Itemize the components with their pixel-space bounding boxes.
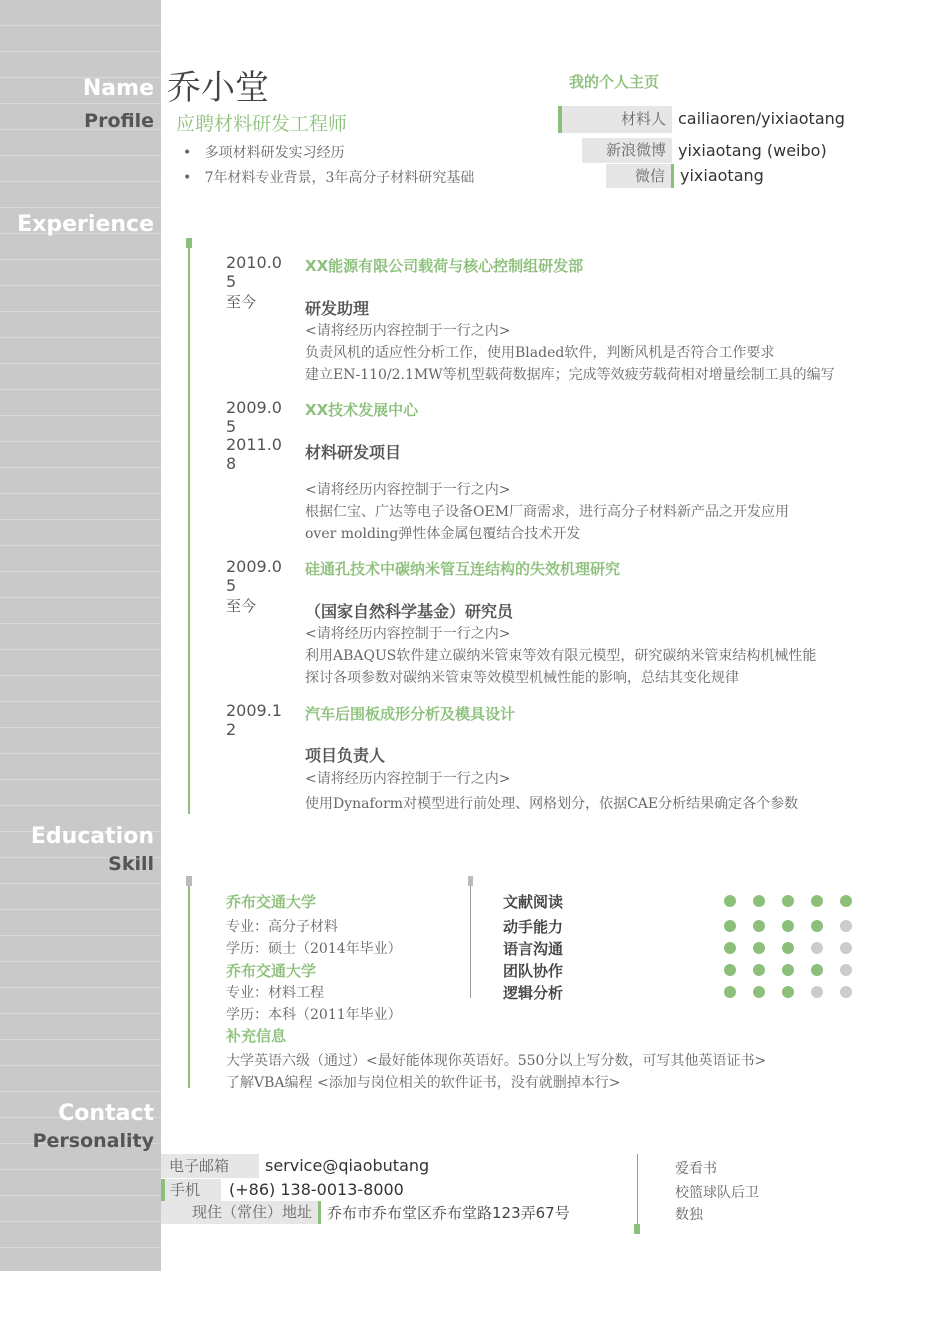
personality-item: 校篮球队后卫 <box>675 1185 759 1201</box>
exp-date-end: 至今 <box>226 293 257 311</box>
skill-rating-dot <box>724 920 736 932</box>
edu-school: 乔布交通大学 <box>226 893 317 911</box>
applied-position: 应聘材料研发工程师 <box>176 113 348 135</box>
exp-line: <请将经历内容控制于一行之内> <box>305 626 511 642</box>
extra-info-line: 了解VBA编程 <添加与岗位相关的软件证书，没有就删掉本行> <box>226 1075 621 1091</box>
timeline-marker <box>634 1224 640 1234</box>
exp-line: 探讨各项参数对碳纳米管束等效模型机械性能的影响，总结其变化规律 <box>305 670 739 686</box>
skill-name: 逻辑分析 <box>503 984 564 1002</box>
link-label-cailiaoren: 材料人 <box>558 106 672 133</box>
skill-rating-dot <box>724 986 736 998</box>
personality-item: 爱看书 <box>675 1161 717 1177</box>
link-label-wechat: 微信 <box>606 164 674 188</box>
timeline-marker <box>186 876 192 886</box>
exp-org: 汽车后围板成形分析及模具设计 <box>305 705 516 723</box>
exp-role: （国家自然科学基金）研究员 <box>305 602 514 621</box>
contact-section-label: Contact <box>58 1101 154 1126</box>
skill-rating-dot <box>840 986 852 998</box>
skill-rating-dot <box>782 964 794 976</box>
exp-org: XX能源有限公司载荷与核心控制组研发部 <box>305 257 584 275</box>
skill-rating-dot <box>724 942 736 954</box>
skill-rating-dot <box>724 895 736 907</box>
skill-rating-dot <box>753 986 765 998</box>
education-timeline <box>188 876 190 1088</box>
link-label-weibo: 新浪微博 <box>582 138 672 163</box>
extra-info-line: 大学英语六级（通过）<最好能体现你英语好。550分以上写分数，可写其他英语证书> <box>226 1053 767 1069</box>
exp-role: 项目负责人 <box>305 746 386 765</box>
experience-timeline <box>188 240 190 814</box>
exp-line: <请将经历内容控制于一行之内> <box>305 771 511 787</box>
skill-name: 语言沟通 <box>503 940 564 958</box>
edu-major: 专业：高分子材料 <box>226 919 338 935</box>
skill-name: 文献阅读 <box>503 893 564 911</box>
skill-rating-dot <box>782 986 794 998</box>
education-section-label: Education <box>30 824 154 849</box>
profile-bullet: • 多项材料研发实习经历 <box>183 145 345 161</box>
skill-divider <box>470 878 471 998</box>
exp-line: over molding弹性体金属包覆结合技术开发 <box>305 526 581 542</box>
exp-date-end: 至今 <box>226 597 257 615</box>
skill-rating-dot <box>753 895 765 907</box>
skill-rating-dot <box>811 895 823 907</box>
edu-degree: 学历：硕士（2014年毕业） <box>226 941 402 957</box>
extra-info-title: 补充信息 <box>226 1027 287 1045</box>
homepage-title: 我的个人主页 <box>569 73 660 91</box>
exp-role: 研发助理 <box>305 299 370 318</box>
skill-rating-dot <box>753 964 765 976</box>
exp-role: 材料研发项目 <box>305 443 402 462</box>
skill-rating-dot <box>840 895 852 907</box>
exp-date: 2009.05 <box>226 557 282 595</box>
name-section-label: Name <box>82 76 154 101</box>
skill-rating-dot <box>811 920 823 932</box>
skill-rating-dot <box>811 942 823 954</box>
edu-school: 乔布交通大学 <box>226 962 317 980</box>
contact-value-address: 乔布市乔布堂区乔布堂路123弄67号 <box>327 1204 570 1222</box>
skill-name: 团队协作 <box>503 962 564 980</box>
contact-label-email: 电子邮箱 <box>161 1154 259 1178</box>
skill-rating-dot <box>782 895 794 907</box>
contact-label-address: 现住（常住）地址 <box>161 1201 321 1224</box>
exp-line: 利用ABAQUS软件建立碳纳米管束等效有限元模型，研究碳纳米管束结构机械性能 <box>305 648 817 664</box>
skill-name: 动手能力 <box>503 918 564 936</box>
skill-rating-dot <box>753 920 765 932</box>
skill-rating-dot <box>782 920 794 932</box>
personality-divider <box>637 1154 638 1224</box>
exp-date: 2010.05 <box>226 253 282 291</box>
exp-line: 负责风机的适应性分析工作，使用Bladed软件，判断风机是否符合工作要求 <box>305 345 775 361</box>
skill-rating-dot <box>840 942 852 954</box>
link-value-weibo[interactable]: yixiaotang (weibo) <box>678 141 827 160</box>
experience-section-label: Experience <box>17 212 154 237</box>
exp-org: 硅通孔技术中碳纳米管互连结构的失效机理研究 <box>305 560 621 578</box>
exp-date: 2009.12 <box>226 701 282 739</box>
skill-rating-dot <box>811 964 823 976</box>
exp-line: 根据仁宝、广达等电子设备OEM厂商需求，进行高分子材料新产品之开发应用 <box>305 504 790 520</box>
exp-date-end: 2011.08 <box>226 435 282 473</box>
skill-rating-dot <box>840 964 852 976</box>
exp-line: 建立EN-110/2.1MW等机型载荷数据库；完成等效疲劳载荷相对增量绘制工具的编写 <box>305 367 835 383</box>
exp-line: <请将经历内容控制于一行之内> <box>305 323 511 339</box>
link-value-wechat: yixiaotang <box>680 166 764 185</box>
link-value-cailiaoren[interactable]: cailiaoren/yixiaotang <box>678 109 845 128</box>
personality-section-label: Personality <box>32 1130 154 1152</box>
skill-rating-dot <box>753 942 765 954</box>
candidate-name: 乔小堂 <box>167 68 269 108</box>
skill-rating-dot <box>840 920 852 932</box>
skill-rating-dot <box>782 942 794 954</box>
contact-value-email[interactable]: service@qiaobutang <box>265 1156 430 1175</box>
skill-rating-dot <box>811 986 823 998</box>
edu-major: 专业：材料工程 <box>226 985 324 1001</box>
sidebar <box>0 0 161 1271</box>
exp-org: XX技术发展中心 <box>305 401 419 419</box>
timeline-marker <box>186 238 192 248</box>
skill-section-label: Skill <box>108 853 154 875</box>
exp-line: <请将经历内容控制于一行之内> <box>305 482 511 498</box>
timeline-marker <box>468 876 473 886</box>
profile-section-label: Profile <box>84 110 154 132</box>
contact-label-phone: 手机 <box>161 1179 221 1201</box>
exp-line: 使用Dynaform对模型进行前处理、网格划分，依据CAE分析结果确定各个参数 <box>305 796 799 812</box>
personality-item: 数独 <box>675 1207 703 1223</box>
exp-date: 2009.05 <box>226 398 282 436</box>
skill-rating-dot <box>724 964 736 976</box>
edu-degree: 学历：本科（2011年毕业） <box>226 1007 402 1023</box>
profile-bullet: • 7年材料专业背景，3年高分子材料研究基础 <box>183 170 475 186</box>
contact-value-phone[interactable]: (+86) 138-0013-8000 <box>229 1180 404 1199</box>
